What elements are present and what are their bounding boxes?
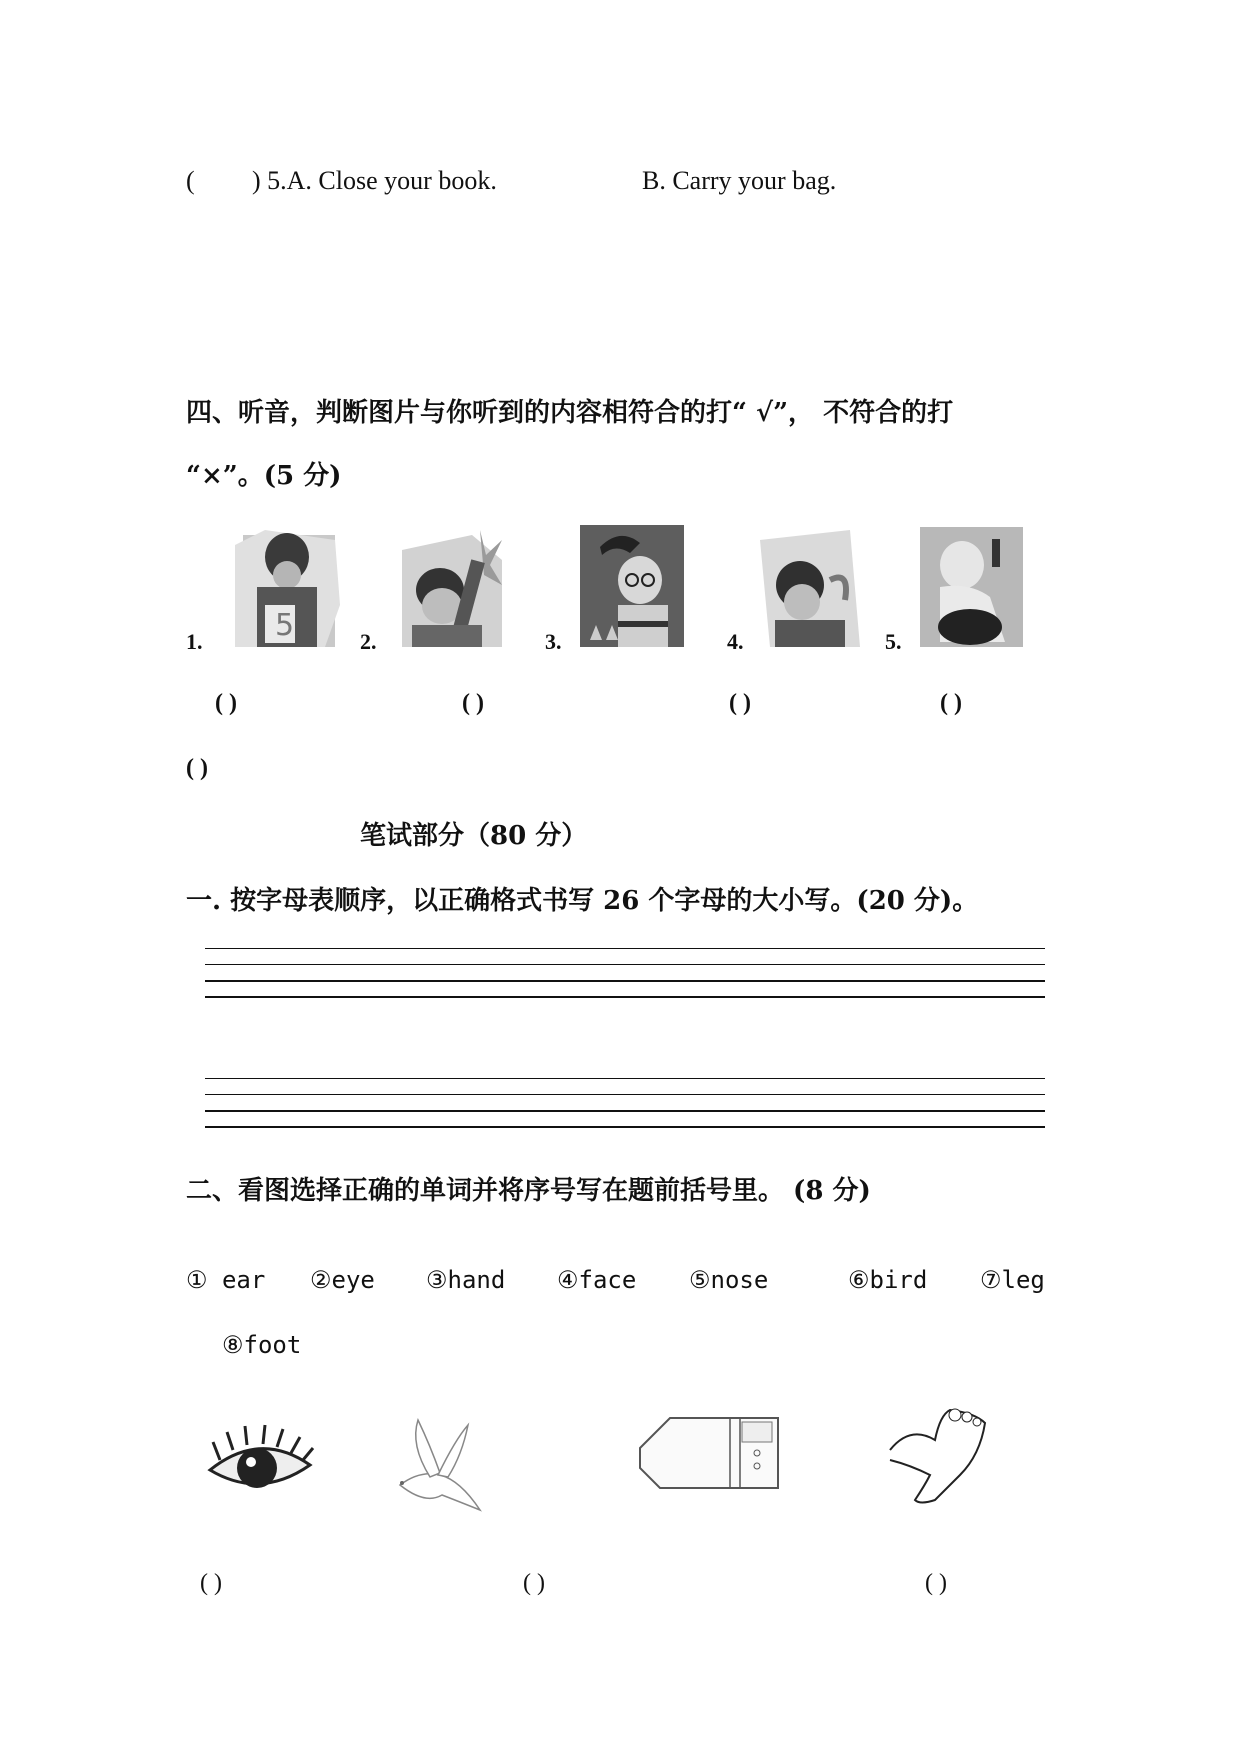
written-part-title: 笔试部分（80 分）	[360, 821, 588, 851]
boy-with-book-image	[235, 525, 340, 647]
picture-number-5: 5.	[885, 629, 902, 654]
picture-number-3: 3.	[545, 629, 562, 654]
word-option-1: ① ear	[186, 1266, 266, 1294]
answer-paren-1[interactable]: ( )	[215, 690, 237, 716]
bird-image	[380, 1415, 490, 1525]
question-5-option-a: ) 5.A. Close your book.	[252, 166, 497, 195]
word-option-8: ⑧foot	[222, 1331, 302, 1359]
picture-number-4: 4.	[727, 629, 744, 654]
section-4-title-line2: “×”。(5 分)	[186, 461, 342, 491]
section-2-title: 二、看图选择正确的单词并将序号写在题前括号里。 (8 分)	[186, 1176, 871, 1206]
svg-text:5: 5	[275, 608, 295, 643]
section-4-title-line1: 四、听音，判断图片与你听到的内容相符合的打“ √”， 不符合的打	[186, 398, 954, 428]
question-5-option-b: B. Carry your bag.	[642, 166, 837, 195]
word-option-3: ③hand	[426, 1266, 506, 1294]
answer-paren-2[interactable]: ( )	[462, 690, 484, 716]
picture-number-2: 2.	[360, 629, 377, 654]
word-option-7: ⑦leg	[980, 1266, 1045, 1294]
answer-paren-5[interactable]: ( )	[186, 755, 208, 781]
picture-answer-paren-2[interactable]: ( )	[523, 1570, 545, 1596]
word-option-4: ④face	[557, 1266, 637, 1294]
boy-turning-image	[760, 530, 860, 647]
answer-paren-4[interactable]: ( )	[940, 690, 962, 716]
picture-number-1: 1.	[186, 629, 203, 654]
word-option-6: ⑥bird	[848, 1266, 928, 1294]
answer-paren-3[interactable]: ( )	[729, 690, 751, 716]
girl-sitting-image	[920, 527, 1023, 647]
word-option-2: ②eye	[310, 1266, 375, 1294]
picture-answer-paren-3[interactable]: ( )	[925, 1570, 947, 1596]
picture-answer-paren-1[interactable]: ( )	[200, 1570, 222, 1596]
foot-image	[880, 1405, 995, 1515]
answer-paren-open: (	[186, 166, 195, 195]
boy-with-glasses-image	[580, 525, 684, 647]
eraser-image	[630, 1408, 785, 1498]
boy-raising-hand-image	[402, 530, 502, 647]
section-1-title: 一. 按字母表顺序，以正确格式书写 26 个字母的大小写。(20 分)。	[186, 886, 979, 916]
eye-image	[205, 1420, 315, 1500]
word-option-5: ⑤nose	[689, 1266, 769, 1294]
